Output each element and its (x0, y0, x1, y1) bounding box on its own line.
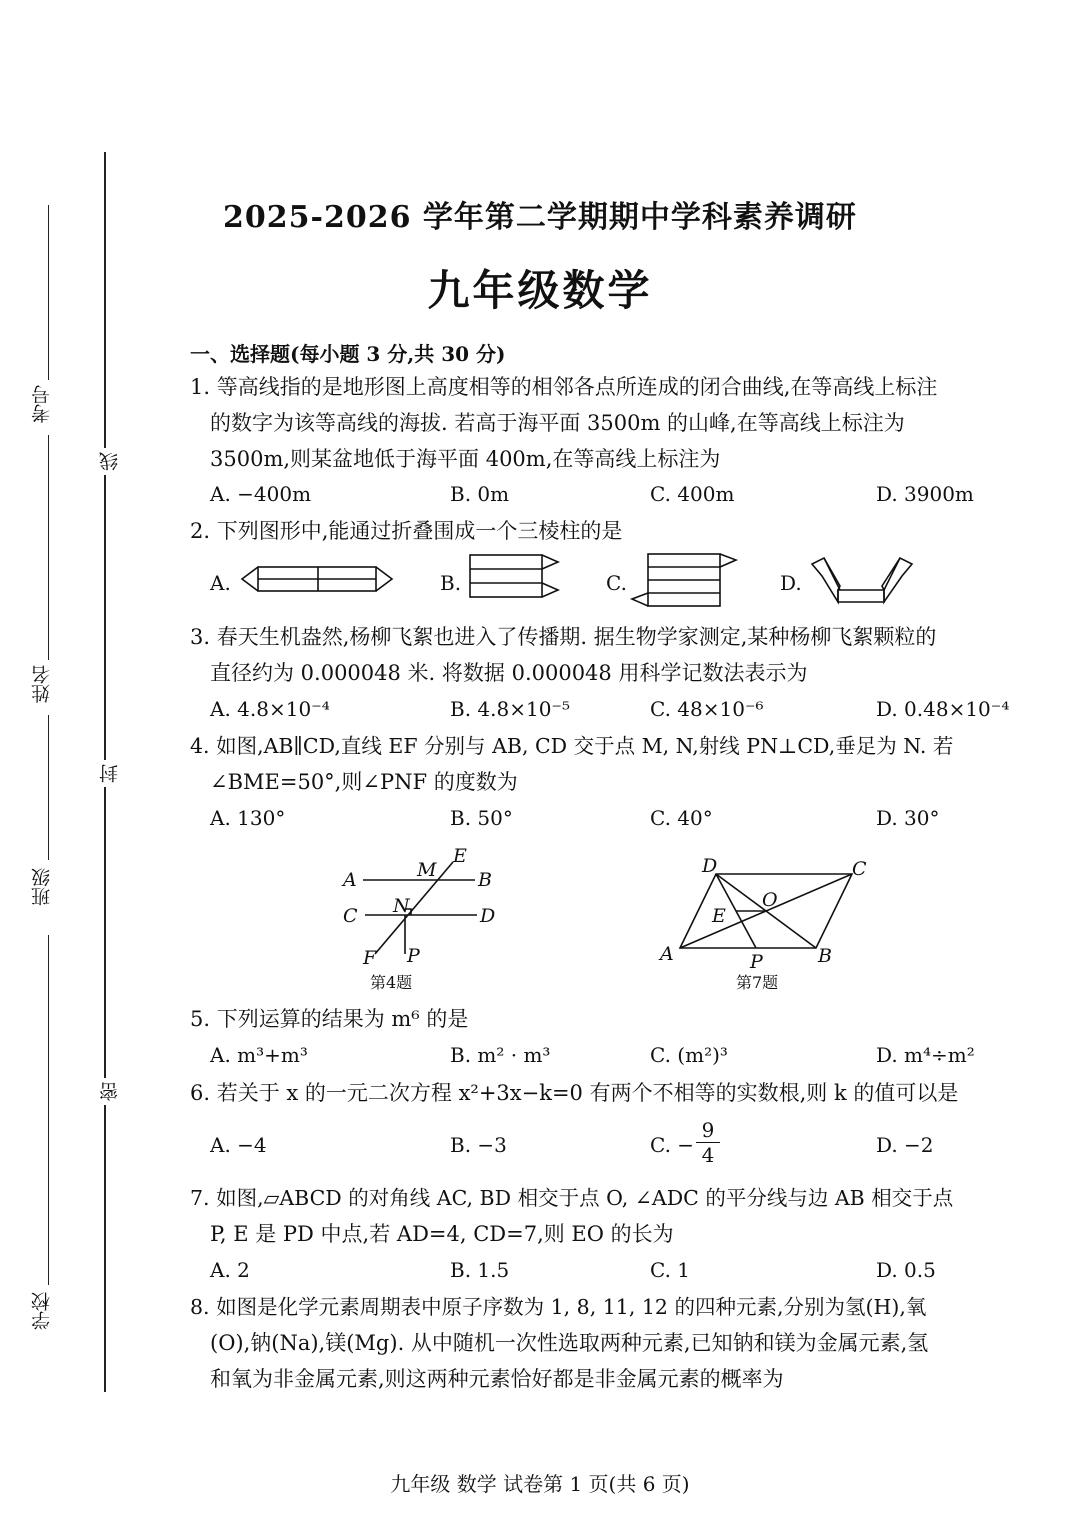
q5-option-b: B. m² · m³ (450, 1043, 551, 1067)
field-label-xuexiao: 学校 (31, 1292, 53, 1330)
seal-char-feng: 封 (96, 760, 123, 787)
fig4-label-b: B (478, 869, 492, 891)
q5-option-c: C. (m²)³ (650, 1043, 728, 1067)
q6-option-c-fraction (696, 1118, 720, 1167)
q5-line-1: 5. 下列运算的结果为 m⁶ 的是 (190, 1007, 469, 1031)
q8-line-1: 8. 如图是化学元素周期表中原子序数为 1, 8, 11, 12 的四种元素,分别为氢(H),氧 (190, 1295, 927, 1319)
field-label-banji: 班级 (31, 868, 53, 906)
fig7-label-a: A (660, 943, 674, 965)
q6-frac-denominator: 4 (701, 1143, 715, 1167)
q2-option-c: C. (606, 571, 627, 595)
q1-option-c: C. 400m (650, 482, 735, 506)
field-underline-xuexiao (48, 935, 49, 1285)
fig7-label-c: C (852, 858, 867, 880)
fig4-label-n: N (393, 895, 410, 917)
figure-7-parallelogram (652, 850, 882, 972)
figure-4-caption: 第4题 (370, 973, 413, 992)
seal-char-xian: 线 (96, 448, 123, 475)
q1-line-2: 的数字为该等高线的海拔. 若高于海平面 3500m 的山峰,在等高线上标注为 (210, 411, 905, 435)
q3-option-b: B. 4.8×10⁻⁵ (450, 697, 570, 721)
q3-line-1: 3. 春天生机盎然,杨柳飞絮也进入了传播期. 据生物学家测定,某种杨柳飞絮颗粒的 (190, 625, 937, 649)
q1-line-3: 3500m,则某盆地低于海平面 400m,在等高线上标注为 (210, 447, 721, 471)
q3-option-d: D. 0.48×10⁻⁴ (876, 697, 1010, 721)
fig4-label-a: A (343, 869, 357, 891)
q2-option-a: A. (210, 571, 231, 595)
fig4-label-c: C (343, 905, 358, 927)
q7-line-1: 7. 如图,▱ABCD 的对角线 AC, BD 相交于点 O, ∠ADC 的平分线与边 AB 相交于点 (190, 1186, 954, 1210)
q7-option-b: B. 1.5 (450, 1258, 510, 1282)
q4-option-c: C. 40° (650, 806, 713, 830)
q4-line-2: ∠BME=50°,则∠PNF 的度数为 (210, 770, 518, 794)
figure-7-caption: 第7题 (736, 973, 779, 992)
q1-line-1: 1. 等高线指的是地形图上高度相等的相邻各点所连成的闭合曲线,在等高线上标注 (190, 375, 938, 399)
q7-option-d: D. 0.5 (876, 1258, 936, 1282)
q2-net-figure-c (630, 550, 740, 610)
fig4-label-p: P (407, 945, 420, 967)
q6-option-c: C. − (650, 1133, 695, 1157)
q6-line-1: 6. 若关于 x 的一元二次方程 x²+3x−k=0 有两个不相等的实数根,则 k 的值可以是 (190, 1081, 959, 1105)
q5-option-a: A. m³+m³ (210, 1043, 308, 1067)
fig4-label-f: F (363, 947, 377, 969)
q2-net-figure-d (808, 556, 918, 606)
fig7-label-e: E (712, 905, 726, 927)
q3-option-a: A. 4.8×10⁻⁴ (210, 697, 330, 721)
q2-option-d: D. (780, 571, 802, 595)
field-underline-banji (48, 715, 49, 860)
q6-option-b: B. −3 (450, 1133, 507, 1157)
q3-line-2: 直径约为 0.000048 米. 将数据 0.000048 用科学记数法表示为 (210, 661, 808, 685)
q5-option-d: D. m⁴÷m² (876, 1043, 975, 1067)
q6-frac-numerator: 9 (696, 1118, 720, 1143)
q2-net-figure-a (240, 562, 396, 598)
q8-line-3: 和氧为非金属元素,则这两种元素恰好都是非金属元素的概率为 (210, 1367, 784, 1391)
page-footer: 九年级 数学 试卷第 1 页(共 6 页) (390, 1472, 690, 1496)
q1-option-a: A. −400m (210, 482, 312, 506)
fig4-label-d: D (480, 905, 496, 927)
section-heading-choice: 一、选择题(每小题 3 分,共 30 分) (190, 342, 506, 366)
field-label-kaohao: 考号 (31, 385, 53, 423)
q7-option-c: C. 1 (650, 1258, 691, 1282)
q2-net-figure-b (464, 553, 564, 599)
fig7-label-o: O (762, 889, 778, 911)
q4-line-1: 4. 如图,AB∥CD,直线 EF 分别与 AB, CD 交于点 M, N,射线 PN⊥CD,垂足为 N. 若 (190, 734, 954, 758)
q7-line-2: P, E 是 PD 中点,若 AD=4, CD=7,则 EO 的长为 (210, 1222, 674, 1246)
fig7-label-b: B (818, 945, 832, 967)
q6-option-a: A. −4 (210, 1133, 267, 1157)
q6-option-d: D. −2 (876, 1133, 934, 1157)
fig4-label-e: E (453, 845, 467, 867)
q1-option-d: D. 3900m (876, 482, 974, 506)
field-underline-xingming (48, 435, 49, 660)
fig4-label-m: M (417, 859, 437, 881)
q2-option-b: B. (440, 571, 462, 595)
q4-option-b: B. 50° (450, 806, 513, 830)
seal-char-mi: 密 (96, 1078, 123, 1105)
q4-option-d: D. 30° (876, 806, 940, 830)
fig7-label-p: P (750, 951, 763, 972)
exam-subject: 九年级数学 (427, 266, 653, 315)
figure-4-parallel-lines (335, 842, 505, 972)
q7-option-a: A. 2 (210, 1258, 250, 1282)
q1-option-b: B. 0m (450, 482, 510, 506)
q8-line-2: (O),钠(Na),镁(Mg). 从中随机一次性选取两种元素,已知钠和镁为金属元素,氢 (210, 1331, 929, 1355)
q4-option-a: A. 130° (210, 806, 286, 830)
q3-option-c: C. 48×10⁻⁶ (650, 697, 764, 721)
exam-title: 2025-2026 学年第二学期期中学科素养调研 (223, 200, 857, 235)
q2-line-1: 2. 下列图形中,能通过折叠围成一个三棱柱的是 (190, 519, 623, 543)
field-label-xingming: 姓名 (31, 665, 53, 703)
fig7-label-d: D (702, 855, 718, 877)
